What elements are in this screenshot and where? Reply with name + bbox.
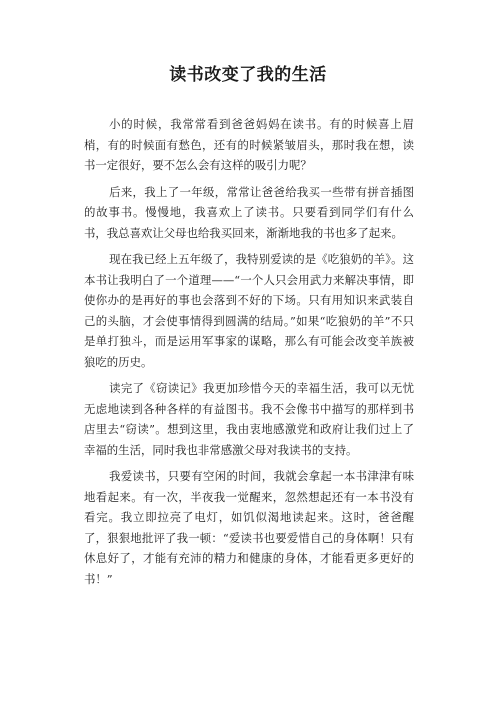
document-body: [84, 114, 414, 595]
paragraph-2: 后来，我上了一年级，常常让爸爸给我买一些带有拼音插图的故事书。慢慢地，我喜欢上了读书。只要看到同学们有什么书，我总喜欢让父母也给我买回来，渐渐地我的书也多了起来。: [84, 184, 414, 240]
paragraph-5: 我爱读书，只要有空闲的时间，我就会拿起一本书津津有味地看起来。有一次，半夜我一觉醒来，忽然想起还有一本书没有看完。我立即拉亮了电灯，如饥似渴地读起来。这时，爸爸醒了，狠狠地批评了我一顿：“爱读书也要爱惜自己的身体啊！只有休息好了，才能有充沛的精力和健康的身体，才能看更多更好的书！”: [84, 469, 414, 586]
paragraph-1: 小的时候，我常常看到爸爸妈妈在读书。有的时候喜上眉梢，有的时候面有愁色，还有的时候紧皱眉头，那时我在想，读书一定很好，要不怎么会有这样的吸引力呢？: [84, 117, 414, 172]
document-title: 读书改变了我的生活: [169, 65, 327, 85]
paragraph-4: 读完了《窃读记》我更加珍惜今天的幸福生活，我可以无忧无虑地读到各种各样的有益图书。我不会像书中描写的那样到书店里去“窃读”。想到这里，我由衷地感激党和政府让我们过上了幸福的生活，同时我也非常感激父母对我读书的支持。: [84, 381, 414, 457]
paragraph-3: 现在我已经上五年级了，我特别爱读的是《吃狼奶的羊》。这本书让我明白了一个道理——“一个人只会用武力来解决事情，即使你办的是再好的事也会落到不好的下场。只有用知识来武装自己的头脑，才会使事情得到圆满的结局。”如果“吃狼奶的羊”不只是单打独斗，而是运用军事家的谋略，那么有可能会改变羊族被狼吃的历史。: [84, 252, 414, 369]
